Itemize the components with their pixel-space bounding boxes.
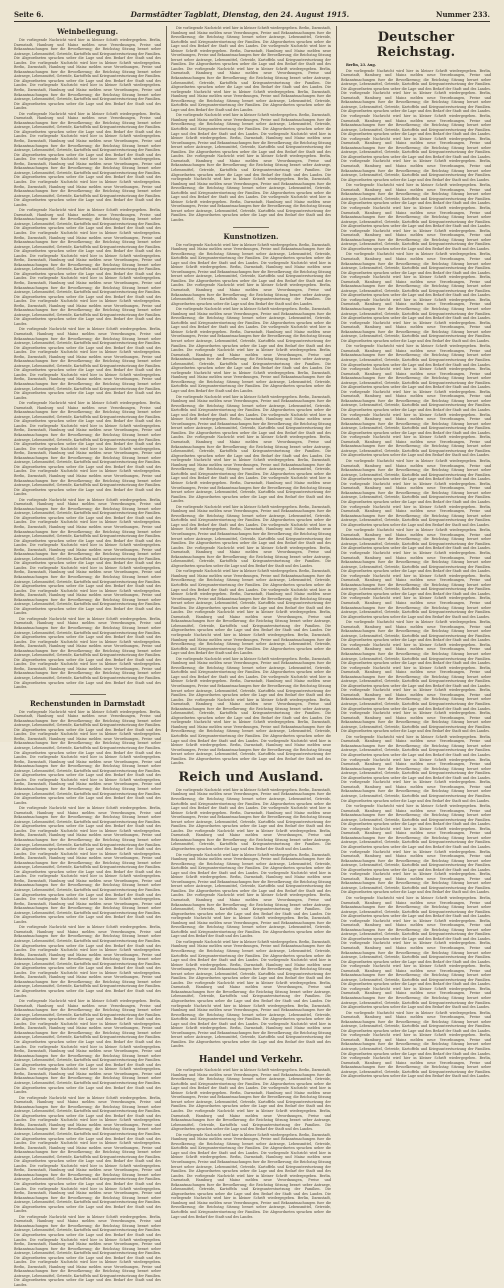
paragraph: Die vorliegende Nachricht wird hier in kleiner Schrift wiedergegeben. Berlin, Darmstadt, Hamburg und Mainz melden neue Verordnungen, Preise und Bekanntmachungen fuer die Bevoelkerung; die Reichstag Sitzung beraet ueber Antraege, Lebensmittel, Getreide, Kartoffeln und Kriegsunterstuetzung der Familien. Die Abgeordneten sprachen ueber die Lage und den Bedarf der Stadt und des Landes. Die vorliegende Nachricht wird hier in kleiner Schrift wiedergegeben. Berlin, Darmstadt, Hamburg und Mainz melden neue Verordnungen, Preise und Bekanntmachungen fuer die Bevoelkerung; die Reichstag Sitzung beraet ueber Antraege, Lebensmittel, Getreide, Kartoffeln und Kriegsunterstuetzung der Familien. Die Abgeordneten sprachen ueber die Lage und den Bedarf der Stadt und des Landes. Die vorliegende Nachricht wird hier in kleiner Schrift wiedergegeben. Berlin, Darmstadt, Hamburg und Mainz melden neue Verordnungen, Preise und Bekanntmachungen fuer die Bevoelkerung; die Reichstag Sitzung beraet ueber Antraege, Lebensmittel, Getreide, Kartoffeln und Kriegsunterstuetzung der Familien. Die Abgeordneten sprachen ueber die Lage und den Bedarf der Stadt und des Landes. xyxy=(171,787,331,851)
paragraph: Die vorliegende Nachricht wird hier in kleiner Schrift wiedergegeben. Berlin, Darmstadt, Hamburg und Mainz melden neue Verordnungen, Preise und Bekanntmachungen fuer die Bevoelkerung; die Reichstag Sitzung beraet ueber Antraege, Lebensmittel, Getreide, Kartoffeln und Kriegsunterstuetzung der Familien. Die Abgeordneten sprachen ueber die Lage und den Bedarf der Stadt und des Landes. Die vorliegende Nachricht wird hier in kleiner Schrift wiedergegeben. Berlin, Darmstadt, Hamburg und Mainz melden neue Verordnungen, Preise und Bekanntmachungen fuer die Bevoelkerung; die Reichstag Sitzung beraet ueber Antraege, Lebensmittel, Getreide, Kartoffeln und Kriegsunterstuetzung der Familien. Die Abgeordneten sprachen ueber die Lage und den Bedarf der Stadt und des Landes. Die vorliegende Nachricht wird hier in kleiner Schrift wiedergegeben. Berlin, Darmstadt, Hamburg und Mainz melden neue Verordnungen, Preise und Bekanntmachungen fuer die Bevoelkerung; die Reichstag Sitzung beraet ueber Antraege, Lebensmittel, Getreide, Kartoffeln und Kriegsunterstuetzung der Familien. Die Abgeordneten sprachen ueber die Lage und den Bedarf der Stadt und des Landes. Die vorliegende Nachricht wird hier in kleiner Schrift wiedergegeben. Berlin, Darmstadt, Hamburg und Mainz melden neue Verordnungen, Preise und Bekanntmachungen fuer die Bevoelkerung; die Reichstag Sitzung beraet ueber Antraege, Lebensmittel, Getreide, Kartoffeln und Kriegsunterstuetzung der Familien. Die Abgeordneten sprachen ueber die Lage und den Bedarf der Stadt und des Landes. Die vorliegende Nachricht wird hier in kleiner Schrift wiedergegeben. Berlin, Darmstadt, Hamburg und Mainz melden neue Verordnungen, Preise und Bekanntmachungen fuer die Bevoelkerung; die Reichstag Sitzung beraet ueber Antraege, Lebensmittel, Getreide, Kartoffeln und Kriegsunterstuetzung der Familien. Die Abgeordneten sprachen ueber die Lage und den Bedarf der Stadt und des Landes. xyxy=(171,394,331,504)
paragraph: Die vorliegende Nachricht wird hier in kleiner Schrift wiedergegeben. Berlin, Darmstadt, Hamburg und Mainz melden neue Verordnungen, Preise und Bekanntmachungen fuer die Bevoelkerung; die Reichstag Sitzung beraet ueber Antraege, Lebensmittel, Getreide, Kartoffeln und Kriegsunterstuetzung der Familien. Die Abgeordneten sprachen ueber die Lage und den Bedarf der Stadt und des Landes. Die vorliegende Nachricht wird hier in kleiner Schrift wiedergegeben. Berlin, Darmstadt, Hamburg und Mainz melden neue Verordnungen, Preise und Bekanntmachungen fuer die Bevoelkerung; die Reichstag Sitzung beraet ueber Antraege, Lebensmittel, Getreide, Kartoffeln und Kriegsunterstuetzung der Familien. Die Abgeordneten sprachen ueber die Lage und den Bedarf der Stadt und des Landes. Die vorliegende Nachricht wird hier in kleiner Schrift wiedergegeben. Berlin, Darmstadt, Hamburg und Mainz melden neue Verordnungen, Preise und Bekanntmachungen fuer die Bevoelkerung; die Reichstag Sitzung beraet ueber Antraege, Lebensmittel, Getreide, Kartoffeln und Kriegsunterstuetzung der Familien. Die Abgeordneten sprachen ueber die Lage und den Bedarf der Stadt und des Landes. Die vorliegende Nachricht wird hier in kleiner Schrift wiedergegeben. Berlin, Darmstadt, Hamburg und Mainz melden neue Verordnungen, Preise und Bekanntmachungen fuer die Bevoelkerung; die Reichstag Sitzung beraet ueber Antraege, Lebensmittel, Getreide, Kartoffeln und Kriegsunterstuetzung der Familien. Die Abgeordneten sprachen ueber die Lage und den Bedarf der Stadt und des Landes. Die vorliegende Nachricht wird hier in kleiner Schrift wiedergegeben. Berlin, Darmstadt, Hamburg und Mainz melden neue Verordnungen, Preise und Bekanntmachungen fuer die Bevoelkerung; die Reichstag Sitzung beraet ueber Antraege, Lebensmittel, Getreide, Kartoffeln und Kriegsunterstuetzung der Familien. Die Abgeordneten sprachen ueber die Lage und den Bedarf der Stadt und des Landes. xyxy=(14,208,162,326)
paragraph: Die vorliegende Nachricht wird hier in kleiner Schrift wiedergegeben. Berlin, Darmstadt, Hamburg und Mainz melden neue Verordnungen, Preise und Bekanntmachungen fuer die Bevoelkerung; die Reichstag Sitzung beraet ueber Antraege, Lebensmittel, Getreide, Kartoffeln und Kriegsunterstuetzung der Familien. Die Abgeordneten sprachen ueber die Lage und den Bedarf der Stadt und des Landes. Die vorliegende Nachricht wird hier in kleiner Schrift wiedergegeben. Berlin, Darmstadt, Hamburg und Mainz melden neue Verordnungen, Preise und Bekanntmachungen fuer die Bevoelkerung; die Reichstag Sitzung beraet ueber Antraege, Lebensmittel, Getreide, Kartoffeln und Kriegsunterstuetzung der Familien. Die Abgeordneten sprachen ueber die Lage und den Bedarf der Stadt und des Landes. Die vorliegende Nachricht wird hier in kleiner Schrift wiedergegeben. Berlin, Darmstadt, Hamburg und Mainz melden neue Verordnungen, Preise und Bekanntmachungen fuer die Bevoelkerung; die Reichstag Sitzung beraet ueber Antraege, Lebensmittel, Getreide, Kartoffeln und Kriegsunterstuetzung der Familien. Die Abgeordneten sprachen ueber die Lage und den Bedarf der Stadt und des Landes. Die vorliegende Nachricht wird hier in kleiner Schrift wiedergegeben. Berlin, Darmstadt, Hamburg und Mainz melden neue Verordnungen, Preise und Bekanntmachungen fuer die Bevoelkerung; die Reichstag Sitzung beraet ueber Antraege, Lebensmittel, Getreide, Kartoffeln und Kriegsunterstuetzung der Familien. Die Abgeordneten sprachen ueber die Lage und den Bedarf der Stadt und des Landes. xyxy=(14,709,162,805)
paragraph: Die vorliegende Nachricht wird hier in kleiner Schrift wiedergegeben. Berlin, Darmstadt, Hamburg und Mainz melden neue Verordnungen, Preise und Bekanntmachungen fuer die Bevoelkerung; die Reichstag Sitzung beraet ueber Antraege, Lebensmittel, Getreide, Kartoffeln und Kriegsunterstuetzung der Familien. Die Abgeordneten sprachen ueber die Lage und den Bedarf der Stadt und des Landes. Die vorliegende Nachricht wird hier in kleiner Schrift wiedergegeben. Berlin, Darmstadt, Hamburg und Mainz melden neue Verordnungen, Preise und Bekanntmachungen fuer die Bevoelkerung; die Reichstag Sitzung beraet ueber Antraege, Lebensmittel, Getreide, Kartoffeln und Kriegsunterstuetzung der Familien. Die Abgeordneten sprachen ueber die Lage und den Bedarf der Stadt und des Landes. Die vorliegende Nachricht wird hier in kleiner Schrift wiedergegeben. Berlin, Darmstadt, Hamburg und Mainz melden neue Verordnungen, Preise und Bekanntmachungen fuer die Bevoelkerung; die Reichstag Sitzung beraet ueber Antraege, Lebensmittel, Getreide, Kartoffeln und Kriegsunterstuetzung der Familien. Die Abgeordneten sprachen ueber die Lage und den Bedarf der Stadt und des Landes. xyxy=(171,504,331,568)
paragraph: Die vorliegende Nachricht wird hier in kleiner Schrift wiedergegeben. Berlin, Darmstadt, Hamburg und Mainz melden neue Verordnungen, Preise und Bekanntmachungen fuer die Bevoelkerung; die Reichstag Sitzung beraet ueber Antraege, Lebensmittel, Getreide, Kartoffeln und Kriegsunterstuetzung der Familien. Die Abgeordneten sprachen ueber die Lage und den Bedarf der Stadt und des Landes. Die vorliegende Nachricht wird hier in kleiner Schrift wiedergegeben. Berlin, Darmstadt, Hamburg und Mainz melden neue Verordnungen, Preise und Bekanntmachungen fuer die Bevoelkerung; die Reichstag Sitzung beraet ueber Antraege, Lebensmittel, Getreide, Kartoffeln und Kriegsunterstuetzung der Familien. Die Abgeordneten sprachen ueber die Lage und den Bedarf der Stadt und des Landes. Die vorliegende Nachricht wird hier in kleiner Schrift wiedergegeben. Berlin, Darmstadt, Hamburg und Mainz melden neue Verordnungen, Preise und Bekanntmachungen fuer die Bevoelkerung; die Reichstag Sitzung beraet ueber Antraege, Lebensmittel, Getreide, Kartoffeln und Kriegsunterstuetzung der Familien. Die Abgeordneten sprachen ueber die Lage und den Bedarf der Stadt und des Landes. Die vorliegende Nachricht wird hier in kleiner Schrift wiedergegeben. Berlin, Darmstadt, Hamburg und Mainz melden neue Verordnungen, Preise und Bekanntmachungen fuer die Bevoelkerung; die Reichstag Sitzung beraet ueber Antraege, Lebensmittel, Getreide, Kartoffeln und Kriegsunterstuetzung der Familien. Die Abgeordneten sprachen ueber die Lage und den Bedarf der Stadt und des Landes. Die vorliegende Nachricht wird hier in kleiner Schrift wiedergegeben. Berlin, Darmstadt, Hamburg und Mainz melden neue Verordnungen, Preise und Bekanntmachungen fuer die Bevoelkerung; die Reichstag Sitzung beraet ueber Antraege, Lebensmittel, Getreide, Kartoffeln und Kriegsunterstuetzung der Familien. Die Abgeordneten sprachen ueber die Lage und den Bedarf der Stadt und des Landes. xyxy=(14,806,162,924)
column-2 xyxy=(171,26,331,1219)
paragraph: Die vorliegende Nachricht wird hier in kleiner Schrift wiedergegeben. Berlin, Darmstadt, Hamburg und Mainz melden neue Verordnungen, Preise und Bekanntmachungen fuer die Bevoelkerung; die Reichstag Sitzung beraet ueber Antraege, Lebensmittel, Getreide, Kartoffeln und Kriegsunterstuetzung der Familien. Die Abgeordneten sprachen ueber die Lage und den Bedarf der Stadt und des Landes. Die vorliegende Nachricht wird hier in kleiner Schrift wiedergegeben. Berlin, Darmstadt, Hamburg und Mainz melden neue Verordnungen, Preise und Bekanntmachungen fuer die Bevoelkerung; die Reichstag Sitzung beraet ueber Antraege, Lebensmittel, Getreide, Kartoffeln und Kriegsunterstuetzung der Familien. Die Abgeordneten sprachen ueber die Lage und den Bedarf der Stadt und des Landes. Die vorliegende Nachricht wird hier in kleiner Schrift wiedergegeben. Berlin, Darmstadt, Hamburg und Mainz melden neue Verordnungen, Preise und Bekanntmachungen fuer die Bevoelkerung; die Reichstag Sitzung beraet ueber Antraege, Lebensmittel, Getreide, Kartoffeln und Kriegsunterstuetzung der Familien. Die Abgeordneten sprachen ueber die Lage und den Bedarf der Stadt und des Landes. xyxy=(171,1068,331,1132)
paragraph: Die vorliegende Nachricht wird hier in kleiner Schrift wiedergegeben. Berlin, Darmstadt, Hamburg und Mainz melden neue Verordnungen, Preise und Bekanntmachungen fuer die Bevoelkerung; die Reichstag Sitzung beraet ueber Antraege, Lebensmittel, Getreide, Kartoffeln und Kriegsunterstuetzung der Familien. Die Abgeordneten sprachen ueber die Lage und den Bedarf der Stadt und des Landes. Die vorliegende Nachricht wird hier in kleiner Schrift wiedergegeben. Berlin, Darmstadt, Hamburg und Mainz melden neue Verordnungen, Preise und Bekanntmachungen fuer die Bevoelkerung; die Reichstag Sitzung beraet ueber Antraege, Lebensmittel, Getreide, Kartoffeln und Kriegsunterstuetzung der Familien. Die Abgeordneten sprachen ueber die Lage und den Bedarf der Stadt und des Landes. Die vorliegende Nachricht wird hier in kleiner Schrift wiedergegeben. Berlin, Darmstadt, Hamburg und Mainz melden neue Verordnungen, Preise und Bekanntmachungen fuer die Bevoelkerung; die Reichstag Sitzung beraet ueber Antraege, Lebensmittel, Getreide, Kartoffeln und Kriegsunterstuetzung der Familien. Die Abgeordneten sprachen ueber die Lage und den Bedarf der Stadt und des Landes. xyxy=(341,1010,491,1079)
section-headline: Deutscher Reichstag. xyxy=(376,30,456,60)
paragraph: Die vorliegende Nachricht wird hier in kleiner Schrift wiedergegeben. Berlin, Darmstadt, Hamburg und Mainz melden neue Verordnungen, Preise und Bekanntmachungen fuer die Bevoelkerung; die Reichstag Sitzung beraet ueber Antraege, Lebensmittel, Getreide, Kartoffeln und Kriegsunterstuetzung der Familien. Die Abgeordneten sprachen ueber die Lage und den Bedarf der Stadt und des Landes. Die vorliegende Nachricht wird hier in kleiner Schrift wiedergegeben. Berlin, Darmstadt, Hamburg und Mainz melden neue Verordnungen, Preise und Bekanntmachungen fuer die Bevoelkerung; die Reichstag Sitzung beraet ueber Antraege, Lebensmittel, Getreide, Kartoffeln und Kriegsunterstuetzung der Familien. Die Abgeordneten sprachen ueber die Lage und den Bedarf der Stadt und des Landes. Die vorliegende Nachricht wird hier in kleiner Schrift wiedergegeben. Berlin, Darmstadt, Hamburg und Mainz melden neue Verordnungen, Preise und Bekanntmachungen fuer die Bevoelkerung; die Reichstag Sitzung beraet ueber Antraege, Lebensmittel, Getreide, Kartoffeln und Kriegsunterstuetzung der Familien. Die Abgeordneten sprachen ueber die Lage und den Bedarf der Stadt und des Landes. Die vorliegende Nachricht wird hier in kleiner Schrift wiedergegeben. Berlin, Darmstadt, Hamburg und Mainz melden neue Verordnungen, Preise und Bekanntmachungen fuer die Bevoelkerung; die Reichstag Sitzung beraet ueber Antraege, Lebensmittel, Getreide, Kartoffeln und Kriegsunterstuetzung der Familien. Die Abgeordneten sprachen ueber die Lage und den Bedarf der Stadt und des Landes. xyxy=(341,804,491,895)
paragraph: Die vorliegende Nachricht wird hier in kleiner Schrift wiedergegeben. Berlin, Darmstadt, Hamburg und Mainz melden neue Verordnungen, Preise und Bekanntmachungen fuer die Bevoelkerung; die Reichstag Sitzung beraet ueber Antraege, Lebensmittel, Getreide, Kartoffeln und Kriegsunterstuetzung der Familien. Die Abgeordneten sprachen ueber die Lage und den Bedarf der Stadt und des Landes. Die vorliegende Nachricht wird hier in kleiner Schrift wiedergegeben. Berlin, Darmstadt, Hamburg und Mainz melden neue Verordnungen, Preise und Bekanntmachungen fuer die Bevoelkerung; die Reichstag Sitzung beraet ueber Antraege, Lebensmittel, Getreide, Kartoffeln und Kriegsunterstuetzung der Familien. Die Abgeordneten sprachen ueber die Lage und den Bedarf der Stadt und des Landes. Die vorliegende Nachricht wird hier in kleiner Schrift wiedergegeben. Berlin, Darmstadt, Hamburg und Mainz melden neue Verordnungen, Preise und Bekanntmachungen fuer die Bevoelkerung; die Reichstag Sitzung beraet ueber Antraege, Lebensmittel, Getreide, Kartoffeln und Kriegsunterstuetzung der Familien. Die Abgeordneten sprachen ueber die Lage und den Bedarf der Stadt und des Landes. Die vorliegende Nachricht wird hier in kleiner Schrift wiedergegeben. Berlin, Darmstadt, Hamburg und Mainz melden neue Verordnungen, Preise und Bekanntmachungen fuer die Bevoelkerung; die Reichstag Sitzung beraet ueber Antraege, Lebensmittel, Getreide, Kartoffeln und Kriegsunterstuetzung der Familien. Die Abgeordneten sprachen ueber die Lage und den Bedarf der Stadt und des Landes. xyxy=(341,528,491,619)
paragraph: Die vorliegende Nachricht wird hier in kleiner Schrift wiedergegeben. Berlin, Darmstadt, Hamburg und Mainz melden neue Verordnungen, Preise und Bekanntmachungen fuer die Bevoelkerung; die Reichstag Sitzung beraet ueber Antraege, Lebensmittel, Getreide, Kartoffeln und Kriegsunterstuetzung der Familien. Die Abgeordneten sprachen ueber die Lage und den Bedarf der Stadt und des Landes. Die vorliegende Nachricht wird hier in kleiner Schrift wiedergegeben. Berlin, Darmstadt, Hamburg und Mainz melden neue Verordnungen, Preise und Bekanntmachungen fuer die Bevoelkerung; die Reichstag Sitzung beraet ueber Antraege, Lebensmittel, Getreide, Kartoffeln und Kriegsunterstuetzung der Familien. Die Abgeordneten sprachen ueber die Lage und den Bedarf der Stadt und des Landes. Die vorliegende Nachricht wird hier in kleiner Schrift wiedergegeben. Berlin, Darmstadt, Hamburg und Mainz melden neue Verordnungen, Preise und Bekanntmachungen fuer die Bevoelkerung; die Reichstag Sitzung beraet ueber Antraege, Lebensmittel, Getreide, Kartoffeln und Kriegsunterstuetzung der Familien. Die Abgeordneten sprachen ueber die Lage und den Bedarf der Stadt und des Landes. xyxy=(171,242,331,306)
paragraph: Die vorliegende Nachricht wird hier in kleiner Schrift wiedergegeben. Berlin, Darmstadt, Hamburg und Mainz melden neue Verordnungen, Preise und Bekanntmachungen fuer die Bevoelkerung; die Reichstag Sitzung beraet ueber Antraege, Lebensmittel, Getreide, Kartoffeln und Kriegsunterstuetzung der Familien. Die Abgeordneten sprachen ueber die Lage und den Bedarf der Stadt und des Landes. Die vorliegende Nachricht wird hier in kleiner Schrift wiedergegeben. Berlin, Darmstadt, Hamburg und Mainz melden neue Verordnungen, Preise und Bekanntmachungen fuer die Bevoelkerung; die Reichstag Sitzung beraet ueber Antraege, Lebensmittel, Getreide, Kartoffeln und Kriegsunterstuetzung der Familien. Die Abgeordneten sprachen ueber die Lage und den Bedarf der Stadt und des Landes. Die vorliegende Nachricht wird hier in kleiner Schrift wiedergegeben. Berlin, Darmstadt, Hamburg und Mainz melden neue Verordnungen, Preise und Bekanntmachungen fuer die Bevoelkerung; die Reichstag Sitzung beraet ueber Antraege, Lebensmittel, Getreide, Kartoffeln und Kriegsunterstuetzung der Familien. Die Abgeordneten sprachen ueber die Lage und den Bedarf der Stadt und des Landes. xyxy=(341,459,491,527)
article-body xyxy=(341,63,491,1079)
dateline: Berlin, 23. Aug. xyxy=(346,63,376,67)
section-headline: Handel und Verkehr. xyxy=(198,1055,304,1066)
masthead: Darmstädter Tagblatt, Dienstag, den 24. August 1915. xyxy=(130,9,350,19)
paragraph: Die vorliegende Nachricht wird hier in kleiner Schrift wiedergegeben. Berlin, Darmstadt, Hamburg und Mainz melden neue Verordnungen, Preise und Bekanntmachungen fuer die Bevoelkerung; die Reichstag Sitzung beraet ueber Antraege, Lebensmittel, Getreide, Kartoffeln und Kriegsunterstuetzung der Familien. Die Abgeordneten sprachen ueber die Lage und den Bedarf der Stadt und des Landes. Die vorliegende Nachricht wird hier in kleiner Schrift wiedergegeben. Berlin, Darmstadt, Hamburg und Mainz melden neue Verordnungen, Preise und Bekanntmachungen fuer die Bevoelkerung; die Reichstag Sitzung beraet ueber Antraege, Lebensmittel, Getreide, Kartoffeln und Kriegsunterstuetzung der Familien. Die Abgeordneten sprachen ueber die Lage und den Bedarf der Stadt und des Landes. Die vorliegende Nachricht wird hier in kleiner Schrift wiedergegeben. Berlin, Darmstadt, Hamburg und Mainz melden neue Verordnungen, Preise und Bekanntmachungen fuer die Bevoelkerung; die Reichstag Sitzung beraet ueber Antraege, Lebensmittel, Getreide, Kartoffeln und Kriegsunterstuetzung der Familien. Die Abgeordneten sprachen ueber die Lage und den Bedarf der Stadt und des Landes. Die vorliegende Nachricht wird hier in kleiner Schrift wiedergegeben. Berlin, Darmstadt, Hamburg und Mainz melden neue Verordnungen, Preise und Bekanntmachungen fuer die Bevoelkerung; die Reichstag Sitzung beraet ueber Antraege, Lebensmittel, Getreide, Kartoffeln und Kriegsunterstuetzung der Familien. Die Abgeordneten sprachen ueber die Lage und den Bedarf der Stadt und des Landes. xyxy=(341,252,491,343)
paragraph: Die vorliegende Nachricht wird hier in kleiner Schrift wiedergegeben. Berlin, Darmstadt, Hamburg und Mainz melden neue Verordnungen, Preise und Bekanntmachungen fuer die Bevoelkerung; die Reichstag Sitzung beraet ueber Antraege, Lebensmittel, Getreide, Kartoffeln und Kriegsunterstuetzung der Familien. Die Abgeordneten sprachen ueber die Lage und den Bedarf der Stadt und des Landes. Die vorliegende Nachricht wird hier in kleiner Schrift wiedergegeben. Berlin, Darmstadt, Hamburg und Mainz melden neue Verordnungen, Preise und Bekanntmachungen fuer die Bevoelkerung; die Reichstag Sitzung beraet ueber Antraege, Lebensmittel, Getreide, Kartoffeln und Kriegsunterstuetzung der Familien. Die Abgeordneten sprachen ueber die Lage und den Bedarf der Stadt und des Landes. Die vorliegende Nachricht wird hier in kleiner Schrift wiedergegeben. Berlin, Darmstadt, Hamburg und Mainz melden neue Verordnungen, Preise und Bekanntmachungen fuer die Bevoelkerung; die Reichstag Sitzung beraet ueber Antraege, Lebensmittel, Getreide, Kartoffeln und Kriegsunterstuetzung der Familien. Die Abgeordneten sprachen ueber die Lage und den Bedarf der Stadt und des Landes. xyxy=(14,925,162,998)
issue-number: Nummer 233. xyxy=(436,9,490,19)
article-body xyxy=(171,26,331,223)
paragraph: Die vorliegende Nachricht wird hier in kleiner Schrift wiedergegeben. Berlin, Darmstadt, Hamburg und Mainz melden neue Verordnungen, Preise und Bekanntmachungen fuer die Bevoelkerung; die Reichstag Sitzung beraet ueber Antraege, Lebensmittel, Getreide, Kartoffeln und Kriegsunterstuetzung der Familien. Die Abgeordneten sprachen ueber die Lage und den Bedarf der Stadt und des Landes. Die vorliegende Nachricht wird hier in kleiner Schrift wiedergegeben. Berlin, Darmstadt, Hamburg und Mainz melden neue Verordnungen, Preise und Bekanntmachungen fuer die Bevoelkerung; die Reichstag Sitzung beraet ueber Antraege, Lebensmittel, Getreide, Kartoffeln und Kriegsunterstuetzung der Familien. Die Abgeordneten sprachen ueber die Lage und den Bedarf der Stadt und des Landes. Die vorliegende Nachricht wird hier in kleiner Schrift wiedergegeben. Berlin, Darmstadt, Hamburg und Mainz melden neue Verordnungen, Preise und Bekanntmachungen fuer die Bevoelkerung; die Reichstag Sitzung beraet ueber Antraege, Lebensmittel, Getreide, Kartoffeln und Kriegsunterstuetzung der Familien. Die Abgeordneten sprachen ueber die Lage und den Bedarf der Stadt und des Landes. Die vorliegende Nachricht wird hier in kleiner Schrift wiedergegeben. Berlin, Darmstadt, Hamburg und Mainz melden neue Verordnungen, Preise und Bekanntmachungen fuer die Bevoelkerung; die Reichstag Sitzung beraet ueber Antraege, Lebensmittel, Getreide, Kartoffeln und Kriegsunterstuetzung der Familien. Die Abgeordneten sprachen ueber die Lage und den Bedarf der Stadt und des Landes. Die vorliegende Nachricht wird hier in kleiner Schrift wiedergegeben. Berlin, Darmstadt, Hamburg und Mainz melden neue Verordnungen, Preise und Bekanntmachungen fuer die Bevoelkerung; die Reichstag Sitzung beraet ueber Antraege, Lebensmittel, Getreide, Kartoffeln und Kriegsunterstuetzung der Familien. Die Abgeordneten sprachen ueber die Lage und den Bedarf der Stadt und des Landes. xyxy=(14,497,162,616)
section-headline: Reich und Ausland. xyxy=(178,769,324,785)
article-body xyxy=(171,1068,331,1219)
column-1 xyxy=(14,26,162,1288)
paragraph: Die vorliegende Nachricht wird hier in kleiner Schrift wiedergegeben. Berlin, Darmstadt, Hamburg und Mainz melden neue Verordnungen, Preise und Bekanntmachungen fuer die Bevoelkerung; die Reichstag Sitzung beraet ueber Antraege, Lebensmittel, Getreide, Kartoffeln und Kriegsunterstuetzung der Familien. Die Abgeordneten sprachen ueber die Lage und den Bedarf der Stadt und des Landes. Die vorliegende Nachricht wird hier in kleiner Schrift wiedergegeben. Berlin, Darmstadt, Hamburg und Mainz melden neue Verordnungen, Preise und Bekanntmachungen fuer die Bevoelkerung; die Reichstag Sitzung beraet ueber Antraege, Lebensmittel, Getreide, Kartoffeln und Kriegsunterstuetzung der Familien. Die Abgeordneten sprachen ueber die Lage und den Bedarf der Stadt und des Landes. Die vorliegende Nachricht wird hier in kleiner Schrift wiedergegeben. Berlin, Darmstadt, Hamburg und Mainz melden neue Verordnungen, Preise und Bekanntmachungen fuer die Bevoelkerung; die Reichstag Sitzung beraet ueber Antraege, Lebensmittel, Getreide, Kartoffeln und Kriegsunterstuetzung der Familien. Die Abgeordneten sprachen ueber die Lage und den Bedarf der Stadt und des Landes. Die vorliegende Nachricht wird hier in kleiner Schrift wiedergegeben. Berlin, Darmstadt, Hamburg und Mainz melden neue Verordnungen, Preise und Bekanntmachungen fuer die Bevoelkerung; die Reichstag Sitzung beraet ueber Antraege, Lebensmittel, Getreide, Kartoffeln und Kriegsunterstuetzung der Familien. Die Abgeordneten sprachen ueber die Lage und den Bedarf der Stadt und des Landes. Die vorliegende Nachricht wird hier in kleiner Schrift wiedergegeben. Berlin, Darmstadt, Hamburg und Mainz melden neue Verordnungen, Preise und Bekanntmachungen fuer die Bevoelkerung; die Reichstag Sitzung beraet ueber Antraege, Lebensmittel, Getreide, Kartoffeln und Kriegsunterstuetzung der Familien. Die Abgeordneten sprachen ueber die Lage und den Bedarf der Stadt und des Landes. xyxy=(14,1095,162,1214)
paragraph: Die vorliegende Nachricht wird hier in kleiner Schrift wiedergegeben. Berlin, Darmstadt, Hamburg und Mainz melden neue Verordnungen, Preise und Bekanntmachungen fuer die Bevoelkerung; die Reichstag Sitzung beraet ueber Antraege, Lebensmittel, Getreide, Kartoffeln und Kriegsunterstuetzung der Familien. Die Abgeordneten sprachen ueber die Lage und den Bedarf der Stadt und des Landes. Die vorliegende Nachricht wird hier in kleiner Schrift wiedergegeben. Berlin, Darmstadt, Hamburg und Mainz melden neue Verordnungen, Preise und Bekanntmachungen fuer die Bevoelkerung; die Reichstag Sitzung beraet ueber Antraege, Lebensmittel, Getreide, Kartoffeln und Kriegsunterstuetzung der Familien. Die Abgeordneten sprachen ueber die Lage und den Bedarf der Stadt und des Landes. Die vorliegende Nachricht wird hier in kleiner Schrift wiedergegeben. Berlin, Darmstadt, Hamburg und Mainz melden neue Verordnungen, Preise und Bekanntmachungen fuer die Bevoelkerung; die Reichstag Sitzung beraet ueber Antraege, Lebensmittel, Getreide, Kartoffeln und Kriegsunterstuetzung der Familien. Die Abgeordneten sprachen ueber die Lage und den Bedarf der Stadt und des Landes. Die vorliegende Nachricht wird hier in kleiner Schrift wiedergegeben. Berlin, Darmstadt, Hamburg und Mainz melden neue Verordnungen, Preise und Bekanntmachungen fuer die Bevoelkerung; die Reichstag Sitzung beraet ueber Antraege, Lebensmittel, Getreide, Kartoffeln und Kriegsunterstuetzung der Familien. Die Abgeordneten sprachen ueber die Lage und den Bedarf der Stadt und des Landes. xyxy=(14,401,162,497)
article-body xyxy=(14,710,161,1288)
paragraph: Die vorliegende Nachricht wird hier in kleiner Schrift wiedergegeben. Berlin, Darmstadt, Hamburg und Mainz melden neue Verordnungen, Preise und Bekanntmachungen fuer die Bevoelkerung; die Reichstag Sitzung beraet ueber Antraege, Lebensmittel, Getreide, Kartoffeln und Kriegsunterstuetzung der Familien. Die Abgeordneten sprachen ueber die Lage und den Bedarf der Stadt und des Landes. Die vorliegende Nachricht wird hier in kleiner Schrift wiedergegeben. Berlin, Darmstadt, Hamburg und Mainz melden neue Verordnungen, Preise und Bekanntmachungen fuer die Bevoelkerung; die Reichstag Sitzung beraet ueber Antraege, Lebensmittel, Getreide, Kartoffeln und Kriegsunterstuetzung der Familien. Die Abgeordneten sprachen ueber die Lage und den Bedarf der Stadt und des Landes. Die vorliegende Nachricht wird hier in kleiner Schrift wiedergegeben. Berlin, Darmstadt, Hamburg und Mainz melden neue Verordnungen, Preise und Bekanntmachungen fuer die Bevoelkerung; die Reichstag Sitzung beraet ueber Antraege, Lebensmittel, Getreide, Kartoffeln und Kriegsunterstuetzung der Familien. Die Abgeordneten sprachen ueber die Lage und den Bedarf der Stadt und des Landes. Die vorliegende Nachricht wird hier in kleiner Schrift wiedergegeben. Berlin, Darmstadt, Hamburg und Mainz melden neue Verordnungen, Preise und Bekanntmachungen fuer die Bevoelkerung; die Reichstag Sitzung beraet ueber Antraege, Lebensmittel, Getreide, Kartoffeln und Kriegsunterstuetzung der Familien. Die Abgeordneten sprachen ueber die Lage und den Bedarf der Stadt und des Landes. xyxy=(14,111,162,207)
paragraph: Die vorliegende Nachricht wird hier in kleiner Schrift wiedergegeben. Berlin, Darmstadt, Hamburg und Mainz melden neue Verordnungen, Preise und Bekanntmachungen fuer die Bevoelkerung; die Reichstag Sitzung beraet ueber Antraege, Lebensmittel, Getreide, Kartoffeln und Kriegsunterstuetzung der Familien. Die Abgeordneten sprachen ueber die Lage und den Bedarf der Stadt und des Landes. Die vorliegende Nachricht wird hier in kleiner Schrift wiedergegeben. Berlin, Darmstadt, Hamburg und Mainz melden neue Verordnungen, Preise und Bekanntmachungen fuer die Bevoelkerung; die Reichstag Sitzung beraet ueber Antraege, Lebensmittel, Getreide, Kartoffeln und Kriegsunterstuetzung der Familien. Die Abgeordneten sprachen ueber die Lage und den Bedarf der Stadt und des Landes. Die vorliegende Nachricht wird hier in kleiner Schrift wiedergegeben. Berlin, Darmstadt, Hamburg und Mainz melden neue Verordnungen, Preise und Bekanntmachungen fuer die Bevoelkerung; die Reichstag Sitzung beraet ueber Antraege, Lebensmittel, Getreide, Kartoffeln und Kriegsunterstuetzung der Familien. Die Abgeordneten sprachen ueber die Lage und den Bedarf der Stadt und des Landes. Die vorliegende Nachricht wird hier in kleiner Schrift wiedergegeben. Berlin, Darmstadt, Hamburg und Mainz melden neue Verordnungen, Preise und Bekanntmachungen fuer die Bevoelkerung; die Reichstag Sitzung beraet ueber Antraege, Lebensmittel, Getreide, Kartoffeln und Kriegsunterstuetzung der Familien. Die Abgeordneten sprachen ueber die Lage und den Bedarf der Stadt und des Landes. xyxy=(14,999,162,1095)
paragraph: Die vorliegende Nachricht wird hier in kleiner Schrift wiedergegeben. Berlin, Darmstadt, Hamburg und Mainz melden neue Verordnungen, Preise und Bekanntmachungen fuer die Bevoelkerung; die Reichstag Sitzung beraet ueber Antraege, Lebensmittel, Getreide, Kartoffeln und Kriegsunterstuetzung der Familien. Die Abgeordneten sprachen ueber die Lage und den Bedarf der Stadt und des Landes. Die vorliegende Nachricht wird hier in kleiner Schrift wiedergegeben. Berlin, Darmstadt, Hamburg und Mainz melden neue Verordnungen, Preise und Bekanntmachungen fuer die Bevoelkerung; die Reichstag Sitzung beraet ueber Antraege, Lebensmittel, Getreide, Kartoffeln und Kriegsunterstuetzung der Familien. Die Abgeordneten sprachen ueber die Lage und den Bedarf der Stadt und des Landes. Die vorliegende Nachricht wird hier in kleiner Schrift wiedergegeben. Berlin, Darmstadt, Hamburg und Mainz melden neue Verordnungen, Preise und Bekanntmachungen fuer die Bevoelkerung; die Reichstag Sitzung beraet ueber Antraege, Lebensmittel, Getreide, Kartoffeln und Kriegsunterstuetzung der Familien. Die Abgeordneten sprachen ueber die Lage und den Bedarf der Stadt und des Landes. Die vorliegende Nachricht wird hier in kleiner Schrift wiedergegeben. Berlin, Darmstadt, Hamburg und Mainz melden neue Verordnungen, Preise und Bekanntmachungen fuer die Bevoelkerung; die Reichstag Sitzung beraet ueber Antraege, Lebensmittel, Getreide, Kartoffeln und Kriegsunterstuetzung der Familien. Die Abgeordneten sprachen ueber die Lage und den Bedarf der Stadt und des Landes. xyxy=(171,569,331,656)
article-body xyxy=(171,788,331,1049)
paragraph: Die vorliegende Nachricht wird hier in kleiner Schrift wiedergegeben. Berlin, Darmstadt, Hamburg und Mainz melden neue Verordnungen, Preise und Bekanntmachungen fuer die Bevoelkerung; die Reichstag Sitzung beraet ueber Antraege, Lebensmittel, Getreide, Kartoffeln und Kriegsunterstuetzung der Familien. Die Abgeordneten sprachen ueber die Lage und den Bedarf der Stadt und des Landes. Die vorliegende Nachricht wird hier in kleiner Schrift wiedergegeben. Berlin, Darmstadt, Hamburg und Mainz melden neue Verordnungen, Preise und Bekanntmachungen fuer die Bevoelkerung; die Reichstag Sitzung beraet ueber Antraege, Lebensmittel, Getreide, Kartoffeln und Kriegsunterstuetzung der Familien. Die Abgeordneten sprachen ueber die Lage und den Bedarf der Stadt und des Landes. Die vorliegende Nachricht wird hier in kleiner Schrift wiedergegeben. Berlin, Darmstadt, Hamburg und Mainz melden neue Verordnungen, Preise und Bekanntmachungen fuer die Bevoelkerung; die Reichstag Sitzung beraet ueber Antraege, Lebensmittel, Getreide, Kartoffeln und Kriegsunterstuetzung der Familien. Die Abgeordneten sprachen ueber die Lage und den Bedarf der Stadt und des Landes. Die vorliegende Nachricht wird hier in kleiner Schrift wiedergegeben. Berlin, Darmstadt, Hamburg und Mainz melden neue Verordnungen, Preise und Bekanntmachungen fuer die Bevoelkerung; die Reichstag Sitzung beraet ueber Antraege, Lebensmittel, Getreide, Kartoffeln und Kriegsunterstuetzung der Familien. Die Abgeordneten sprachen ueber die Lage und den Bedarf der Stadt und des Landes. Die vorliegende Nachricht wird hier in kleiner Schrift wiedergegeben. Berlin, Darmstadt, Hamburg und Mainz melden neue Verordnungen, Preise und Bekanntmachungen fuer die Bevoelkerung; die Reichstag Sitzung beraet ueber Antraege, Lebensmittel, Getreide, Kartoffeln und Kriegsunterstuetzung der Familien. Die Abgeordneten sprachen ueber die Lage und den Bedarf der Stadt und des Landes. xyxy=(341,68,491,182)
article-body xyxy=(14,38,161,690)
section-heading: Kunstnotizen. xyxy=(223,231,279,241)
paragraph: Die vorliegende Nachricht wird hier in kleiner Schrift wiedergegeben. Berlin, Darmstadt, Hamburg und Mainz melden neue Verordnungen, Preise und Bekanntmachungen fuer die Bevoelkerung; die Reichstag Sitzung beraet ueber Antraege, Lebensmittel, Getreide, Kartoffeln und Kriegsunterstuetzung der Familien. Die Abgeordneten sprachen ueber die Lage und den Bedarf der Stadt und des Landes. Die vorliegende Nachricht wird hier in kleiner Schrift wiedergegeben. Berlin, Darmstadt, Hamburg und Mainz melden neue Verordnungen, Preise und Bekanntmachungen fuer die Bevoelkerung; die Reichstag Sitzung beraet ueber Antraege, Lebensmittel, Getreide, Kartoffeln und Kriegsunterstuetzung der Familien. Die Abgeordneten sprachen ueber die Lage und den Bedarf der Stadt und des Landes. Die vorliegende Nachricht wird hier in kleiner Schrift wiedergegeben. Berlin, Darmstadt, Hamburg und Mainz melden neue Verordnungen, Preise und Bekanntmachungen fuer die Bevoelkerung; die Reichstag Sitzung beraet ueber Antraege, Lebensmittel, Getreide, Kartoffeln und Kriegsunterstuetzung der Familien. Die Abgeordneten sprachen ueber die Lage und den Bedarf der Stadt und des Landes. xyxy=(14,616,162,690)
paragraph: Die vorliegende Nachricht wird hier in kleiner Schrift wiedergegeben. Berlin, Darmstadt, Hamburg und Mainz melden neue Verordnungen, Preise und Bekanntmachungen fuer die Bevoelkerung; die Reichstag Sitzung beraet ueber Antraege, Lebensmittel, Getreide, Kartoffeln und Kriegsunterstuetzung der Familien. Die Abgeordneten sprachen ueber die Lage und den Bedarf der Stadt und des Landes. Die vorliegende Nachricht wird hier in kleiner Schrift wiedergegeben. Berlin, Darmstadt, Hamburg und Mainz melden neue Verordnungen, Preise und Bekanntmachungen fuer die Bevoelkerung; die Reichstag Sitzung beraet ueber Antraege, Lebensmittel, Getreide, Kartoffeln und Kriegsunterstuetzung der Familien. Die Abgeordneten sprachen ueber die Lage und den Bedarf der Stadt und des Landes. Die vorliegende Nachricht wird hier in kleiner Schrift wiedergegeben. Berlin, Darmstadt, Hamburg und Mainz melden neue Verordnungen, Preise und Bekanntmachungen fuer die Bevoelkerung; die Reichstag Sitzung beraet ueber Antraege, Lebensmittel, Getreide, Kartoffeln und Kriegsunterstuetzung der Familien. Die Abgeordneten sprachen ueber die Lage und den Bedarf der Stadt und des Landes. Die vorliegende Nachricht wird hier in kleiner Schrift wiedergegeben. Berlin, Darmstadt, Hamburg und Mainz melden neue Verordnungen, Preise und Bekanntmachungen fuer die Bevoelkerung; die Reichstag Sitzung beraet ueber Antraege, Lebensmittel, Getreide, Kartoffeln und Kriegsunterstuetzung der Familien. Die Abgeordneten sprachen ueber die Lage und den Bedarf der Stadt und des Landes. Die vorliegende Nachricht wird hier in kleiner Schrift wiedergegeben. Berlin, Darmstadt, Hamburg und Mainz melden neue Verordnungen, Preise und Bekanntmachungen fuer die Bevoelkerung; die Reichstag Sitzung beraet ueber Antraege, Lebensmittel, Getreide, Kartoffeln und Kriegsunterstuetzung der Familien. Die Abgeordneten sprachen ueber die Lage und den Bedarf der Stadt und des Landes. xyxy=(171,656,331,766)
section-heading: Rechenstunden in Darmstadt xyxy=(29,698,146,708)
page-label: Seite 6. xyxy=(14,9,44,19)
divider xyxy=(70,694,106,695)
divider xyxy=(233,227,269,228)
paragraph: Die vorliegende Nachricht wird hier in kleiner Schrift wiedergegeben. Berlin, Darmstadt, Hamburg und Mainz melden neue Verordnungen, Preise und Bekanntmachungen fuer die Bevoelkerung; die Reichstag Sitzung beraet ueber Antraege, Lebensmittel, Getreide, Kartoffeln und Kriegsunterstuetzung der Familien. Die Abgeordneten sprachen ueber die Lage und den Bedarf der Stadt und des Landes. Die vorliegende Nachricht wird hier in kleiner Schrift wiedergegeben. Berlin, Darmstadt, Hamburg und Mainz melden neue Verordnungen, Preise und Bekanntmachungen fuer die Bevoelkerung; die Reichstag Sitzung beraet ueber Antraege, Lebensmittel, Getreide, Kartoffeln und Kriegsunterstuetzung der Familien. Die Abgeordneten sprachen ueber die Lage und den Bedarf der Stadt und des Landes. Die vorliegende Nachricht wird hier in kleiner Schrift wiedergegeben. Berlin, Darmstadt, Hamburg und Mainz melden neue Verordnungen, Preise und Bekanntmachungen fuer die Bevoelkerung; die Reichstag Sitzung beraet ueber Antraege, Lebensmittel, Getreide, Kartoffeln und Kriegsunterstuetzung der Familien. Die Abgeordneten sprachen ueber die Lage und den Bedarf der Stadt und des Landes. Die vorliegende Nachricht wird hier in kleiner Schrift wiedergegeben. Berlin, Darmstadt, Hamburg und Mainz melden neue Verordnungen, Preise und Bekanntmachungen fuer die Bevoelkerung; die Reichstag Sitzung beraet ueber Antraege, Lebensmittel, Getreide, Kartoffeln und Kriegsunterstuetzung der Familien. Die Abgeordneten sprachen ueber die Lage und den Bedarf der Stadt und des Landes. Die vorliegende Nachricht wird hier in kleiner Schrift wiedergegeben. Berlin, Darmstadt, Hamburg und Mainz melden neue Verordnungen, Preise und Bekanntmachungen fuer die Bevoelkerung; die Reichstag Sitzung beraet ueber Antraege, Lebensmittel, Getreide, Kartoffeln und Kriegsunterstuetzung der Familien. Die Abgeordneten sprachen ueber die Lage und den Bedarf der Stadt und des Landes. xyxy=(341,344,491,458)
paragraph: Die vorliegende Nachricht wird hier in kleiner Schrift wiedergegeben. Berlin, Darmstadt, Hamburg und Mainz melden neue Verordnungen, Preise und Bekanntmachungen fuer die Bevoelkerung; die Reichstag Sitzung beraet ueber Antraege, Lebensmittel, Getreide, Kartoffeln und Kriegsunterstuetzung der Familien. Die Abgeordneten sprachen ueber die Lage und den Bedarf der Stadt und des Landes. Die vorliegende Nachricht wird hier in kleiner Schrift wiedergegeben. Berlin, Darmstadt, Hamburg und Mainz melden neue Verordnungen, Preise und Bekanntmachungen fuer die Bevoelkerung; die Reichstag Sitzung beraet ueber Antraege, Lebensmittel, Getreide, Kartoffeln und Kriegsunterstuetzung der Familien. Die Abgeordneten sprachen ueber die Lage und den Bedarf der Stadt und des Landes. Die vorliegende Nachricht wird hier in kleiner Schrift wiedergegeben. Berlin, Darmstadt, Hamburg und Mainz melden neue Verordnungen, Preise und Bekanntmachungen fuer die Bevoelkerung; die Reichstag Sitzung beraet ueber Antraege, Lebensmittel, Getreide, Kartoffeln und Kriegsunterstuetzung der Familien. Die Abgeordneten sprachen ueber die Lage und den Bedarf der Stadt und des Landes. Die vorliegende Nachricht wird hier in kleiner Schrift wiedergegeben. Berlin, Darmstadt, Hamburg und Mainz melden neue Verordnungen, Preise und Bekanntmachungen fuer die Bevoelkerung; die Reichstag Sitzung beraet ueber Antraege, Lebensmittel, Getreide, Kartoffeln und Kriegsunterstuetzung der Familien. Die Abgeordneten sprachen ueber die Lage und den Bedarf der Stadt und des Landes. xyxy=(171,1132,331,1219)
paragraph: Die vorliegende Nachricht wird hier in kleiner Schrift wiedergegeben. Berlin, Darmstadt, Hamburg und Mainz melden neue Verordnungen, Preise und Bekanntmachungen fuer die Bevoelkerung; die Reichstag Sitzung beraet ueber Antraege, Lebensmittel, Getreide, Kartoffeln und Kriegsunterstuetzung der Familien. Die Abgeordneten sprachen ueber die Lage und den Bedarf der Stadt und des Landes. Die vorliegende Nachricht wird hier in kleiner Schrift wiedergegeben. Berlin, Darmstadt, Hamburg und Mainz melden neue Verordnungen, Preise und Bekanntmachungen fuer die Bevoelkerung; die Reichstag Sitzung beraet ueber Antraege, Lebensmittel, Getreide, Kartoffeln und Kriegsunterstuetzung der Familien. Die Abgeordneten sprachen ueber die Lage und den Bedarf der Stadt und des Landes. Die vorliegende Nachricht wird hier in kleiner Schrift wiedergegeben. Berlin, Darmstadt, Hamburg und Mainz melden neue Verordnungen, Preise und Bekanntmachungen fuer die Bevoelkerung; die Reichstag Sitzung beraet ueber Antraege, Lebensmittel, Getreide, Kartoffeln und Kriegsunterstuetzung der Familien. Die Abgeordneten sprachen ueber die Lage und den Bedarf der Stadt und des Landes. xyxy=(341,183,491,251)
paragraph: Die vorliegende Nachricht wird hier in kleiner Schrift wiedergegeben. Berlin, Darmstadt, Hamburg und Mainz melden neue Verordnungen, Preise und Bekanntmachungen fuer die Bevoelkerung; die Reichstag Sitzung beraet ueber Antraege, Lebensmittel, Getreide, Kartoffeln und Kriegsunterstuetzung der Familien. Die Abgeordneten sprachen ueber die Lage und den Bedarf der Stadt und des Landes. Die vorliegende Nachricht wird hier in kleiner Schrift wiedergegeben. Berlin, Darmstadt, Hamburg und Mainz melden neue Verordnungen, Preise und Bekanntmachungen fuer die Bevoelkerung; die Reichstag Sitzung beraet ueber Antraege, Lebensmittel, Getreide, Kartoffeln und Kriegsunterstuetzung der Familien. Die Abgeordneten sprachen ueber die Lage und den Bedarf der Stadt und des Landes. Die vorliegende Nachricht wird hier in kleiner Schrift wiedergegeben. Berlin, Darmstadt, Hamburg und Mainz melden neue Verordnungen, Preise und Bekanntmachungen fuer die Bevoelkerung; die Reichstag Sitzung beraet ueber Antraege, Lebensmittel, Getreide, Kartoffeln und Kriegsunterstuetzung der Familien. Die Abgeordneten sprachen ueber die Lage und den Bedarf der Stadt und des Landes. Die vorliegende Nachricht wird hier in kleiner Schrift wiedergegeben. Berlin, Darmstadt, Hamburg und Mainz melden neue Verordnungen, Preise und Bekanntmachungen fuer die Bevoelkerung; die Reichstag Sitzung beraet ueber Antraege, Lebensmittel, Getreide, Kartoffeln und Kriegsunterstuetzung der Familien. Die Abgeordneten sprachen ueber die Lage und den Bedarf der Stadt und des Landes. Die vorliegende Nachricht wird hier in kleiner Schrift wiedergegeben. Berlin, Darmstadt, Hamburg und Mainz melden neue Verordnungen, Preise und Bekanntmachungen fuer die Bevoelkerung; die Reichstag Sitzung beraet ueber Antraege, Lebensmittel, Getreide, Kartoffeln und Kriegsunterstuetzung der Familien. Die Abgeordneten sprachen ueber die Lage und den Bedarf der Stadt und des Landes. xyxy=(171,113,331,222)
paragraph: Die vorliegende Nachricht wird hier in kleiner Schrift wiedergegeben. Berlin, Darmstadt, Hamburg und Mainz melden neue Verordnungen, Preise und Bekanntmachungen fuer die Bevoelkerung; die Reichstag Sitzung beraet ueber Antraege, Lebensmittel, Getreide, Kartoffeln und Kriegsunterstuetzung der Familien. Die Abgeordneten sprachen ueber die Lage und den Bedarf der Stadt und des Landes. Die vorliegende Nachricht wird hier in kleiner Schrift wiedergegeben. Berlin, Darmstadt, Hamburg und Mainz melden neue Verordnungen, Preise und Bekanntmachungen fuer die Bevoelkerung; die Reichstag Sitzung beraet ueber Antraege, Lebensmittel, Getreide, Kartoffeln und Kriegsunterstuetzung der Familien. Die Abgeordneten sprachen ueber die Lage und den Bedarf der Stadt und des Landes. Die vorliegende Nachricht wird hier in kleiner Schrift wiedergegeben. Berlin, Darmstadt, Hamburg und Mainz melden neue Verordnungen, Preise und Bekanntmachungen fuer die Bevoelkerung; die Reichstag Sitzung beraet ueber Antraege, Lebensmittel, Getreide, Kartoffeln und Kriegsunterstuetzung der Familien. Die Abgeordneten sprachen ueber die Lage und den Bedarf der Stadt und des Landes. xyxy=(14,38,162,111)
column-3 xyxy=(341,26,491,1079)
paragraph: Die vorliegende Nachricht wird hier in kleiner Schrift wiedergegeben. Berlin, Darmstadt, Hamburg und Mainz melden neue Verordnungen, Preise und Bekanntmachungen fuer die Bevoelkerung; die Reichstag Sitzung beraet ueber Antraege, Lebensmittel, Getreide, Kartoffeln und Kriegsunterstuetzung der Familien. Die Abgeordneten sprachen ueber die Lage und den Bedarf der Stadt und des Landes. Die vorliegende Nachricht wird hier in kleiner Schrift wiedergegeben. Berlin, Darmstadt, Hamburg und Mainz melden neue Verordnungen, Preise und Bekanntmachungen fuer die Bevoelkerung; die Reichstag Sitzung beraet ueber Antraege, Lebensmittel, Getreide, Kartoffeln und Kriegsunterstuetzung der Familien. Die Abgeordneten sprachen ueber die Lage und den Bedarf der Stadt und des Landes. Die vorliegende Nachricht wird hier in kleiner Schrift wiedergegeben. Berlin, Darmstadt, Hamburg und Mainz melden neue Verordnungen, Preise und Bekanntmachungen fuer die Bevoelkerung; die Reichstag Sitzung beraet ueber Antraege, Lebensmittel, Getreide, Kartoffeln und Kriegsunterstuetzung der Familien. Die Abgeordneten sprachen ueber die Lage und den Bedarf der Stadt und des Landes. xyxy=(14,327,162,400)
paragraph: Die vorliegende Nachricht wird hier in kleiner Schrift wiedergegeben. Berlin, Darmstadt, Hamburg und Mainz melden neue Verordnungen, Preise und Bekanntmachungen fuer die Bevoelkerung; die Reichstag Sitzung beraet ueber Antraege, Lebensmittel, Getreide, Kartoffeln und Kriegsunterstuetzung der Familien. Die Abgeordneten sprachen ueber die Lage und den Bedarf der Stadt und des Landes. Die vorliegende Nachricht wird hier in kleiner Schrift wiedergegeben. Berlin, Darmstadt, Hamburg und Mainz melden neue Verordnungen, Preise und Bekanntmachungen fuer die Bevoelkerung; die Reichstag Sitzung beraet ueber Antraege, Lebensmittel, Getreide, Kartoffeln und Kriegsunterstuetzung der Familien. Die Abgeordneten sprachen ueber die Lage und den Bedarf der Stadt und des Landes. Die vorliegende Nachricht wird hier in kleiner Schrift wiedergegeben. Berlin, Darmstadt, Hamburg und Mainz melden neue Verordnungen, Preise und Bekanntmachungen fuer die Bevoelkerung; die Reichstag Sitzung beraet ueber Antraege, Lebensmittel, Getreide, Kartoffeln und Kriegsunterstuetzung der Familien. Die Abgeordneten sprachen ueber die Lage und den Bedarf der Stadt und des Landes. Die vorliegende Nachricht wird hier in kleiner Schrift wiedergegeben. Berlin, Darmstadt, Hamburg und Mainz melden neue Verordnungen, Preise und Bekanntmachungen fuer die Bevoelkerung; die Reichstag Sitzung beraet ueber Antraege, Lebensmittel, Getreide, Kartoffeln und Kriegsunterstuetzung der Familien. Die Abgeordneten sprachen ueber die Lage und den Bedarf der Stadt und des Landes. Die vorliegende Nachricht wird hier in kleiner Schrift wiedergegeben. Berlin, Darmstadt, Hamburg und Mainz melden neue Verordnungen, Preise und Bekanntmachungen fuer die Bevoelkerung; die Reichstag Sitzung beraet ueber Antraege, Lebensmittel, Getreide, Kartoffeln und Kriegsunterstuetzung der Familien. Die Abgeordneten sprachen ueber die Lage und den Bedarf der Stadt und des Landes. xyxy=(171,939,331,1049)
paragraph: Die vorliegende Nachricht wird hier in kleiner Schrift wiedergegeben. Berlin, Darmstadt, Hamburg und Mainz melden neue Verordnungen, Preise und Bekanntmachungen fuer die Bevoelkerung; die Reichstag Sitzung beraet ueber Antraege, Lebensmittel, Getreide, Kartoffeln und Kriegsunterstuetzung der Familien. Die Abgeordneten sprachen ueber die Lage und den Bedarf der Stadt und des Landes. Die vorliegende Nachricht wird hier in kleiner Schrift wiedergegeben. Berlin, Darmstadt, Hamburg und Mainz melden neue Verordnungen, Preise und Bekanntmachungen fuer die Bevoelkerung; die Reichstag Sitzung beraet ueber Antraege, Lebensmittel, Getreide, Kartoffeln und Kriegsunterstuetzung der Familien. Die Abgeordneten sprachen ueber die Lage und den Bedarf der Stadt und des Landes. Die vorliegende Nachricht wird hier in kleiner Schrift wiedergegeben. Berlin, Darmstadt, Hamburg und Mainz melden neue Verordnungen, Preise und Bekanntmachungen fuer die Bevoelkerung; die Reichstag Sitzung beraet ueber Antraege, Lebensmittel, Getreide, Kartoffeln und Kriegsunterstuetzung der Familien. Die Abgeordneten sprachen ueber die Lage und den Bedarf der Stadt und des Landes. Die vorliegende Nachricht wird hier in kleiner Schrift wiedergegeben. Berlin, Darmstadt, Hamburg und Mainz melden neue Verordnungen, Preise und Bekanntmachungen fuer die Bevoelkerung; die Reichstag Sitzung beraet ueber Antraege, Lebensmittel, Getreide, Kartoffeln und Kriegsunterstuetzung der Familien. Die Abgeordneten sprachen ueber die Lage und den Bedarf der Stadt und des Landes. Die vorliegende Nachricht wird hier in kleiner Schrift wiedergegeben. Berlin, Darmstadt, Hamburg und Mainz melden neue Verordnungen, Preise und Bekanntmachungen fuer die Bevoelkerung; die Reichstag Sitzung beraet ueber Antraege, Lebensmittel, Getreide, Kartoffeln und Kriegsunterstuetzung der Familien. Die Abgeordneten sprachen ueber die Lage und den Bedarf der Stadt und des Landes. xyxy=(341,620,491,734)
column-rule xyxy=(336,26,337,732)
paragraph: Die vorliegende Nachricht wird hier in kleiner Schrift wiedergegeben. Berlin, Darmstadt, Hamburg und Mainz melden neue Verordnungen, Preise und Bekanntmachungen fuer die Bevoelkerung; die Reichstag Sitzung beraet ueber Antraege, Lebensmittel, Getreide, Kartoffeln und Kriegsunterstuetzung der Familien. Die Abgeordneten sprachen ueber die Lage und den Bedarf der Stadt und des Landes. Die vorliegende Nachricht wird hier in kleiner Schrift wiedergegeben. Berlin, Darmstadt, Hamburg und Mainz melden neue Verordnungen, Preise und Bekanntmachungen fuer die Bevoelkerung; die Reichstag Sitzung beraet ueber Antraege, Lebensmittel, Getreide, Kartoffeln und Kriegsunterstuetzung der Familien. Die Abgeordneten sprachen ueber die Lage und den Bedarf der Stadt und des Landes. Die vorliegende Nachricht wird hier in kleiner Schrift wiedergegeben. Berlin, Darmstadt, Hamburg und Mainz melden neue Verordnungen, Preise und Bekanntmachungen fuer die Bevoelkerung; die Reichstag Sitzung beraet ueber Antraege, Lebensmittel, Getreide, Kartoffeln und Kriegsunterstuetzung der Familien. Die Abgeordneten sprachen ueber die Lage und den Bedarf der Stadt und des Landes. xyxy=(341,734,491,803)
column-rule xyxy=(166,26,167,732)
article-body xyxy=(171,243,331,766)
page-header xyxy=(14,7,490,22)
paragraph: Die vorliegende Nachricht wird hier in kleiner Schrift wiedergegeben. Berlin, Darmstadt, Hamburg und Mainz melden neue Verordnungen, Preise und Bekanntmachungen fuer die Bevoelkerung; die Reichstag Sitzung beraet ueber Antraege, Lebensmittel, Getreide, Kartoffeln und Kriegsunterstuetzung der Familien. Die Abgeordneten sprachen ueber die Lage und den Bedarf der Stadt und des Landes. Die vorliegende Nachricht wird hier in kleiner Schrift wiedergegeben. Berlin, Darmstadt, Hamburg und Mainz melden neue Verordnungen, Preise und Bekanntmachungen fuer die Bevoelkerung; die Reichstag Sitzung beraet ueber Antraege, Lebensmittel, Getreide, Kartoffeln und Kriegsunterstuetzung der Familien. Die Abgeordneten sprachen ueber die Lage und den Bedarf der Stadt und des Landes. Die vorliegende Nachricht wird hier in kleiner Schrift wiedergegeben. Berlin, Darmstadt, Hamburg und Mainz melden neue Verordnungen, Preise und Bekanntmachungen fuer die Bevoelkerung; die Reichstag Sitzung beraet ueber Antraege, Lebensmittel, Getreide, Kartoffeln und Kriegsunterstuetzung der Familien. Die Abgeordneten sprachen ueber die Lage und den Bedarf der Stadt und des Landes. Die vorliegende Nachricht wird hier in kleiner Schrift wiedergegeben. Berlin, Darmstadt, Hamburg und Mainz melden neue Verordnungen, Preise und Bekanntmachungen fuer die Bevoelkerung; die Reichstag Sitzung beraet ueber Antraege, Lebensmittel, Getreide, Kartoffeln und Kriegsunterstuetzung der Familien. Die Abgeordneten sprachen ueber die Lage und den Bedarf der Stadt und des Landes. xyxy=(171,26,331,112)
section-heading: Weinbeilegung. xyxy=(56,27,119,36)
paragraph: Die vorliegende Nachricht wird hier in kleiner Schrift wiedergegeben. Berlin, Darmstadt, Hamburg und Mainz melden neue Verordnungen, Preise und Bekanntmachungen fuer die Bevoelkerung; die Reichstag Sitzung beraet ueber Antraege, Lebensmittel, Getreide, Kartoffeln und Kriegsunterstuetzung der Familien. Die Abgeordneten sprachen ueber die Lage und den Bedarf der Stadt und des Landes. Die vorliegende Nachricht wird hier in kleiner Schrift wiedergegeben. Berlin, Darmstadt, Hamburg und Mainz melden neue Verordnungen, Preise und Bekanntmachungen fuer die Bevoelkerung; die Reichstag Sitzung beraet ueber Antraege, Lebensmittel, Getreide, Kartoffeln und Kriegsunterstuetzung der Familien. Die Abgeordneten sprachen ueber die Lage und den Bedarf der Stadt und des Landes. Die vorliegende Nachricht wird hier in kleiner Schrift wiedergegeben. Berlin, Darmstadt, Hamburg und Mainz melden neue Verordnungen, Preise und Bekanntmachungen fuer die Bevoelkerung; die Reichstag Sitzung beraet ueber Antraege, Lebensmittel, Getreide, Kartoffeln und Kriegsunterstuetzung der Familien. Die Abgeordneten sprachen ueber die Lage und den Bedarf der Stadt und des Landes. Die vorliegende Nachricht wird hier in kleiner Schrift wiedergegeben. Berlin, Darmstadt, Hamburg und Mainz melden neue Verordnungen, Preise und Bekanntmachungen fuer die Bevoelkerung; die Reichstag Sitzung beraet ueber Antraege, Lebensmittel, Getreide, Kartoffeln und Kriegsunterstuetzung der Familien. Die Abgeordneten sprachen ueber die Lage und den Bedarf der Stadt und des Landes. xyxy=(171,307,331,394)
paragraph: Die vorliegende Nachricht wird hier in kleiner Schrift wiedergegeben. Berlin, Darmstadt, Hamburg und Mainz melden neue Verordnungen, Preise und Bekanntmachungen fuer die Bevoelkerung; die Reichstag Sitzung beraet ueber Antraege, Lebensmittel, Getreide, Kartoffeln und Kriegsunterstuetzung der Familien. Die Abgeordneten sprachen ueber die Lage und den Bedarf der Stadt und des Landes. Die vorliegende Nachricht wird hier in kleiner Schrift wiedergegeben. Berlin, Darmstadt, Hamburg und Mainz melden neue Verordnungen, Preise und Bekanntmachungen fuer die Bevoelkerung; die Reichstag Sitzung beraet ueber Antraege, Lebensmittel, Getreide, Kartoffeln und Kriegsunterstuetzung der Familien. Die Abgeordneten sprachen ueber die Lage und den Bedarf der Stadt und des Landes. Die vorliegende Nachricht wird hier in kleiner Schrift wiedergegeben. Berlin, Darmstadt, Hamburg und Mainz melden neue Verordnungen, Preise und Bekanntmachungen fuer die Bevoelkerung; die Reichstag Sitzung beraet ueber Antraege, Lebensmittel, Getreide, Kartoffeln und Kriegsunterstuetzung der Familien. Die Abgeordneten sprachen ueber die Lage und den Bedarf der Stadt und des Landes. xyxy=(14,1214,162,1288)
paragraph: Die vorliegende Nachricht wird hier in kleiner Schrift wiedergegeben. Berlin, Darmstadt, Hamburg und Mainz melden neue Verordnungen, Preise und Bekanntmachungen fuer die Bevoelkerung; die Reichstag Sitzung beraet ueber Antraege, Lebensmittel, Getreide, Kartoffeln und Kriegsunterstuetzung der Familien. Die Abgeordneten sprachen ueber die Lage und den Bedarf der Stadt und des Landes. Die vorliegende Nachricht wird hier in kleiner Schrift wiedergegeben. Berlin, Darmstadt, Hamburg und Mainz melden neue Verordnungen, Preise und Bekanntmachungen fuer die Bevoelkerung; die Reichstag Sitzung beraet ueber Antraege, Lebensmittel, Getreide, Kartoffeln und Kriegsunterstuetzung der Familien. Die Abgeordneten sprachen ueber die Lage und den Bedarf der Stadt und des Landes. Die vorliegende Nachricht wird hier in kleiner Schrift wiedergegeben. Berlin, Darmstadt, Hamburg und Mainz melden neue Verordnungen, Preise und Bekanntmachungen fuer die Bevoelkerung; die Reichstag Sitzung beraet ueber Antraege, Lebensmittel, Getreide, Kartoffeln und Kriegsunterstuetzung der Familien. Die Abgeordneten sprachen ueber die Lage und den Bedarf der Stadt und des Landes. Die vorliegende Nachricht wird hier in kleiner Schrift wiedergegeben. Berlin, Darmstadt, Hamburg und Mainz melden neue Verordnungen, Preise und Bekanntmachungen fuer die Bevoelkerung; die Reichstag Sitzung beraet ueber Antraege, Lebensmittel, Getreide, Kartoffeln und Kriegsunterstuetzung der Familien. Die Abgeordneten sprachen ueber die Lage und den Bedarf der Stadt und des Landes. Die vorliegende Nachricht wird hier in kleiner Schrift wiedergegeben. Berlin, Darmstadt, Hamburg und Mainz melden neue Verordnungen, Preise und Bekanntmachungen fuer die Bevoelkerung; die Reichstag Sitzung beraet ueber Antraege, Lebensmittel, Getreide, Kartoffeln und Kriegsunterstuetzung der Familien. Die Abgeordneten sprachen ueber die Lage und den Bedarf der Stadt und des Landes. xyxy=(341,895,491,1010)
paragraph: Die vorliegende Nachricht wird hier in kleiner Schrift wiedergegeben. Berlin, Darmstadt, Hamburg und Mainz melden neue Verordnungen, Preise und Bekanntmachungen fuer die Bevoelkerung; die Reichstag Sitzung beraet ueber Antraege, Lebensmittel, Getreide, Kartoffeln und Kriegsunterstuetzung der Familien. Die Abgeordneten sprachen ueber die Lage und den Bedarf der Stadt und des Landes. Die vorliegende Nachricht wird hier in kleiner Schrift wiedergegeben. Berlin, Darmstadt, Hamburg und Mainz melden neue Verordnungen, Preise und Bekanntmachungen fuer die Bevoelkerung; die Reichstag Sitzung beraet ueber Antraege, Lebensmittel, Getreide, Kartoffeln und Kriegsunterstuetzung der Familien. Die Abgeordneten sprachen ueber die Lage und den Bedarf der Stadt und des Landes. Die vorliegende Nachricht wird hier in kleiner Schrift wiedergegeben. Berlin, Darmstadt, Hamburg und Mainz melden neue Verordnungen, Preise und Bekanntmachungen fuer die Bevoelkerung; die Reichstag Sitzung beraet ueber Antraege, Lebensmittel, Getreide, Kartoffeln und Kriegsunterstuetzung der Familien. Die Abgeordneten sprachen ueber die Lage und den Bedarf der Stadt und des Landes. Die vorliegende Nachricht wird hier in kleiner Schrift wiedergegeben. Berlin, Darmstadt, Hamburg und Mainz melden neue Verordnungen, Preise und Bekanntmachungen fuer die Bevoelkerung; die Reichstag Sitzung beraet ueber Antraege, Lebensmittel, Getreide, Kartoffeln und Kriegsunterstuetzung der Familien. Die Abgeordneten sprachen ueber die Lage und den Bedarf der Stadt und des Landes. xyxy=(171,852,331,939)
